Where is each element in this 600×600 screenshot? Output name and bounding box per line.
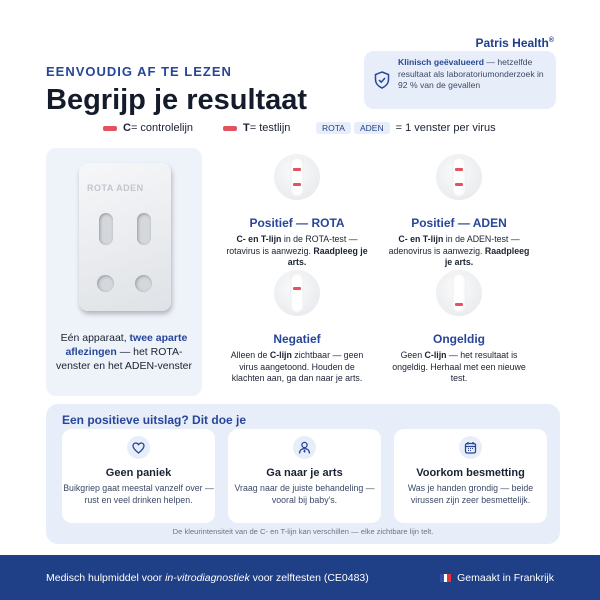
cassette-label: ROTA ADEN xyxy=(87,183,144,193)
step-title: Voorkom besmetting xyxy=(416,467,525,479)
footer-bar xyxy=(0,555,600,600)
step-text: Was je handen grondig — beide virussen zijn zeer besmettelijk. xyxy=(407,483,534,505)
doctor-icon xyxy=(293,436,316,459)
control-line xyxy=(293,168,301,171)
legend-t-text: = testlijn xyxy=(249,122,291,134)
heart-icon-shape xyxy=(132,442,145,454)
legend xyxy=(103,122,523,136)
cassette-window-rota xyxy=(99,213,113,245)
test-window-illustration xyxy=(274,270,320,316)
result-positive-rota xyxy=(222,154,372,269)
footer-pre: Medisch hulpmiddel voor xyxy=(46,572,166,584)
test-line xyxy=(293,183,301,186)
result-negative xyxy=(222,270,372,385)
legend-control xyxy=(103,122,193,134)
cassette-sample-well-aden xyxy=(135,275,152,292)
result-title: Negatief xyxy=(273,332,321,346)
result-title: Ongeldig xyxy=(433,332,485,346)
test-cassette-image xyxy=(79,163,171,311)
result-positive-aden xyxy=(384,154,534,269)
result-invalid xyxy=(384,270,534,385)
chip-rota: ROTA xyxy=(316,122,351,134)
window-slot xyxy=(290,273,304,313)
result-bold: C-lijn xyxy=(269,350,292,360)
window-slot xyxy=(290,157,304,197)
control-line-swatch xyxy=(103,126,117,131)
caption-pre: Eén apparaat, xyxy=(60,332,130,344)
calendar-icon-shape xyxy=(464,441,477,454)
chip-aden: ADEN xyxy=(354,122,390,134)
footer-italic: in-vitrodiagnostiek xyxy=(165,572,250,584)
clinical-text: — hetzelfde resultaat als laboratoriumonderzoek in 92 % van de gevallen xyxy=(398,57,544,90)
result-text xyxy=(222,350,372,385)
step-card-see-doctor xyxy=(228,429,381,523)
test-window-illustration xyxy=(274,154,320,200)
clinical-badge xyxy=(364,51,556,109)
result-text xyxy=(222,234,372,269)
footer-post: voor zelftesten (CE0483) xyxy=(249,572,369,584)
eyebrow-heading: EENVOUDIG AF TE LEZEN xyxy=(46,64,232,79)
result-advice: Raadpleeg je arts. xyxy=(444,245,530,267)
caption-bold: twee aparte aflezingen xyxy=(65,332,188,358)
result-desc: in de ROTA-test — rotavirus is aanwezig. xyxy=(226,234,358,256)
device-panel xyxy=(46,148,202,396)
result-text xyxy=(384,350,534,385)
cassette-sample-well-rota xyxy=(97,275,114,292)
step-text: Buikgriep gaat meestal vanzelf over — rust en veel drinken helpen. xyxy=(63,483,214,505)
control-line xyxy=(455,168,463,171)
legend-test xyxy=(223,122,290,134)
page-title: Begrijp je resultaat xyxy=(46,84,308,116)
result-pre: Alleen de xyxy=(230,350,270,360)
legend-windows xyxy=(316,122,496,134)
test-line xyxy=(455,183,463,186)
result-bold: C- en T-lijn xyxy=(398,234,444,244)
device-caption xyxy=(54,331,194,373)
result-bold: C- en T-lijn xyxy=(236,234,282,244)
footer-made-in: Gemaakt in Frankrijk xyxy=(457,572,554,584)
next-steps-heading: Een positieve uitslag? Dit doe je xyxy=(62,413,247,427)
step-title: Ga naar je arts xyxy=(266,467,343,479)
result-text xyxy=(384,234,534,269)
footer-origin xyxy=(440,572,554,584)
caption-post: — het ROTA-venster en het ADEN-venster xyxy=(56,346,192,372)
result-title: Positief — ROTA xyxy=(249,216,345,230)
step-title: Geen paniek xyxy=(105,467,172,479)
result-desc: — het resultaat is ongeldig. Herhaal met een nieuwe test. xyxy=(392,350,526,383)
brand-logo xyxy=(475,36,554,50)
shield-check-icon xyxy=(374,71,390,89)
registered-mark: ® xyxy=(548,37,554,44)
cassette-window-aden xyxy=(137,213,151,245)
clinical-bold: Klinisch geëvalueerd xyxy=(398,57,484,67)
window-slot xyxy=(452,157,466,197)
step-card-prevent-spread xyxy=(394,429,547,523)
control-line xyxy=(293,287,301,290)
intensity-note: De kleurintensiteit van de C- en T-lijn kan verschillen — elke zichtbare lijn telt. xyxy=(172,527,434,536)
test-window-illustration xyxy=(436,154,482,200)
step-card-no-panic xyxy=(62,429,215,523)
result-pre: Geen xyxy=(400,350,425,360)
result-title: Positief — ADEN xyxy=(411,216,507,230)
result-advice: Raadpleeg je arts. xyxy=(287,245,368,267)
doctor-icon-shape xyxy=(298,441,311,454)
brand-name: Patris Health xyxy=(475,36,549,50)
legend-c-text: = controlelijn xyxy=(130,122,194,134)
result-bold: C-lijn xyxy=(424,350,447,360)
result-desc: in de ADEN-test — adenovirus is aanwezig. xyxy=(388,234,520,256)
test-line xyxy=(455,303,463,306)
legend-c-letter: C xyxy=(123,122,131,134)
heart-icon xyxy=(127,436,150,459)
france-flag-icon xyxy=(440,574,451,582)
test-window-illustration xyxy=(436,270,482,316)
footer-regulatory xyxy=(46,572,369,584)
calendar-icon xyxy=(459,436,482,459)
flag-red xyxy=(447,574,451,582)
legend-window-text: = 1 venster per virus xyxy=(395,122,496,134)
step-text: Vraag naar de juiste behandeling — vooral bij baby's. xyxy=(234,483,375,505)
test-line-swatch xyxy=(223,126,237,131)
window-slot xyxy=(452,273,466,313)
legend-t-letter: T xyxy=(243,122,250,134)
result-desc: zichtbaar — geen virus aangetoond. Houden de klachten aan, ga dan naar je arts. xyxy=(231,350,364,383)
next-steps-panel xyxy=(46,404,560,544)
